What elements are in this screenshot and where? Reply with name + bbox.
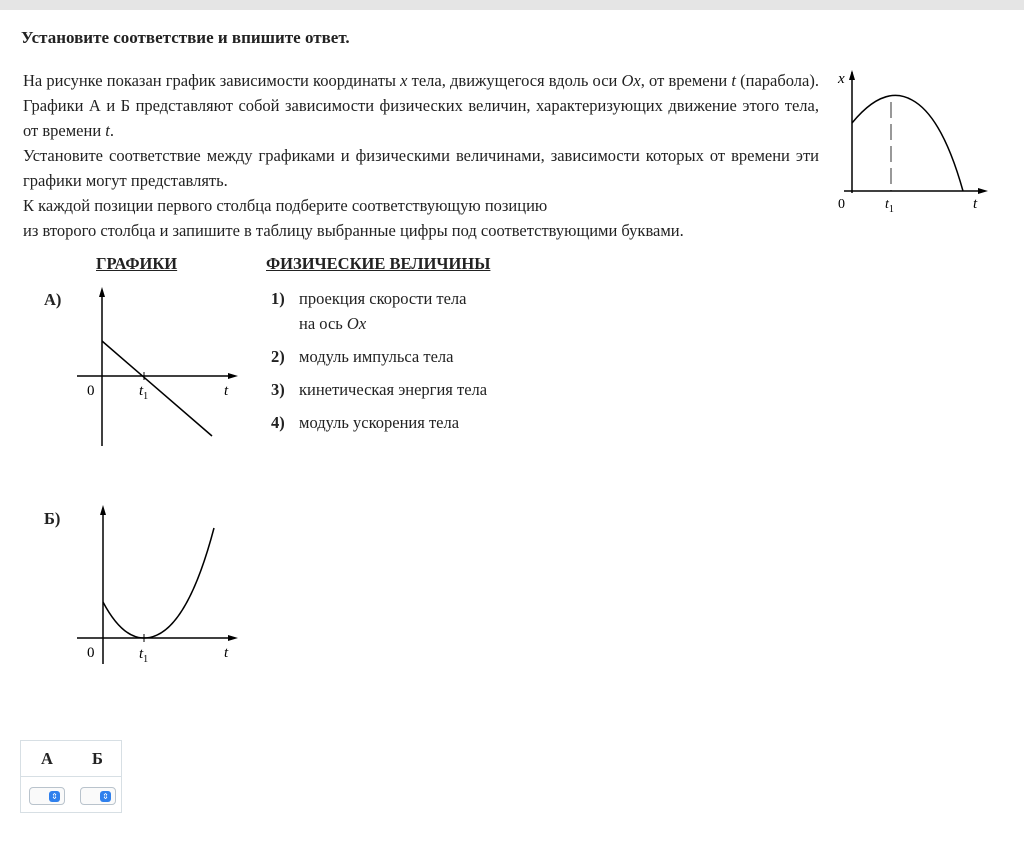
- problem-paragraph-2: Установите соответствие между графиками и физическими величинами, зависимости которых от времени эти графики могут представлять.: [23, 146, 819, 190]
- option-3-number: 3): [271, 380, 285, 399]
- t-axis-arrow: [978, 188, 988, 194]
- origin-label: 0: [838, 197, 845, 212]
- option-4: [271, 410, 459, 435]
- graph-a-line: [102, 341, 212, 436]
- answer-table-header: [21, 741, 121, 777]
- graph-a: [70, 284, 245, 450]
- graphs-header: ГРАФИКИ: [96, 254, 178, 273]
- x-axis-arrow: [849, 70, 855, 80]
- option-3-text: кинетическая энергия тела: [299, 380, 488, 399]
- problem-paragraph-1: На рисунке показан график зависимости координаты x тела, движущегося вдоль оси Ox, от времени t (парабола). Графики А и Б представляют собой зависимости физических величин, характеризующих движение этого тела, от времени t.: [23, 71, 819, 140]
- option-1-axis-name: Ox: [346, 314, 367, 333]
- answer-select-a[interactable]: [29, 787, 65, 805]
- option-1-number: 1): [271, 289, 285, 308]
- option-4-number: 4): [271, 413, 285, 432]
- x-axis-label: x: [838, 71, 845, 87]
- graph-b-t1-label: $t_1$: [139, 646, 149, 665]
- graph-b-vertical-arrow: [100, 505, 106, 515]
- graph-a-t-label: t: [224, 383, 229, 399]
- graph-b-label: Б): [44, 509, 61, 528]
- graph-a-vertical-arrow: [99, 287, 105, 297]
- option-1: [271, 286, 467, 336]
- coordinate-parabola-graph: [830, 66, 1000, 218]
- t-axis-label: t: [973, 196, 978, 212]
- graph-b-t-label: t: [224, 645, 229, 661]
- quantities-header: ФИЗИЧЕСКИЕ ВЕЛИЧИНЫ: [266, 254, 491, 273]
- graph-a-horizontal-arrow: [228, 373, 238, 379]
- graph-b-horizontal-arrow: [228, 635, 238, 641]
- option-3: [271, 377, 487, 402]
- option-1-text-continued: на ось: [299, 314, 347, 333]
- option-2-text: модуль импульса тела: [299, 347, 454, 366]
- graph-a-label: А): [44, 290, 62, 309]
- problem-text: [23, 68, 819, 243]
- graph-b: [70, 502, 245, 668]
- problem-paragraph-3-line-1: К каждой позиции первого столбца подберите соответствующую позицию: [23, 196, 548, 215]
- t1-label: $t_1$: [885, 197, 894, 215]
- parabola-curve: [852, 95, 963, 191]
- answer-column-a-label: А: [41, 749, 53, 768]
- graph-a-origin-label: 0: [87, 383, 95, 399]
- graph-b-curve: [103, 528, 214, 638]
- answer-select-b[interactable]: [80, 787, 116, 805]
- option-2-number: 2): [271, 347, 285, 366]
- answer-table: [20, 740, 122, 813]
- option-1-text: проекция скорости тела: [299, 289, 467, 308]
- graph-a-t1-label: $t_1$: [139, 383, 149, 402]
- graph-b-origin-label: 0: [87, 645, 95, 661]
- option-2: [271, 344, 453, 369]
- select-arrows-icon: ⇕: [100, 791, 111, 802]
- task-title: Установите соответствие и впишите ответ.: [21, 28, 350, 47]
- problem-paragraph-3-line-2: из второго столбца и запишите в таблицу выбранные цифры под соответствующими буквами.: [23, 221, 684, 240]
- select-arrows-icon: ⇕: [49, 791, 60, 802]
- answer-column-b-label: Б: [92, 749, 103, 768]
- option-4-text: модуль ускорения тела: [299, 413, 460, 432]
- top-bar: [0, 0, 1024, 10]
